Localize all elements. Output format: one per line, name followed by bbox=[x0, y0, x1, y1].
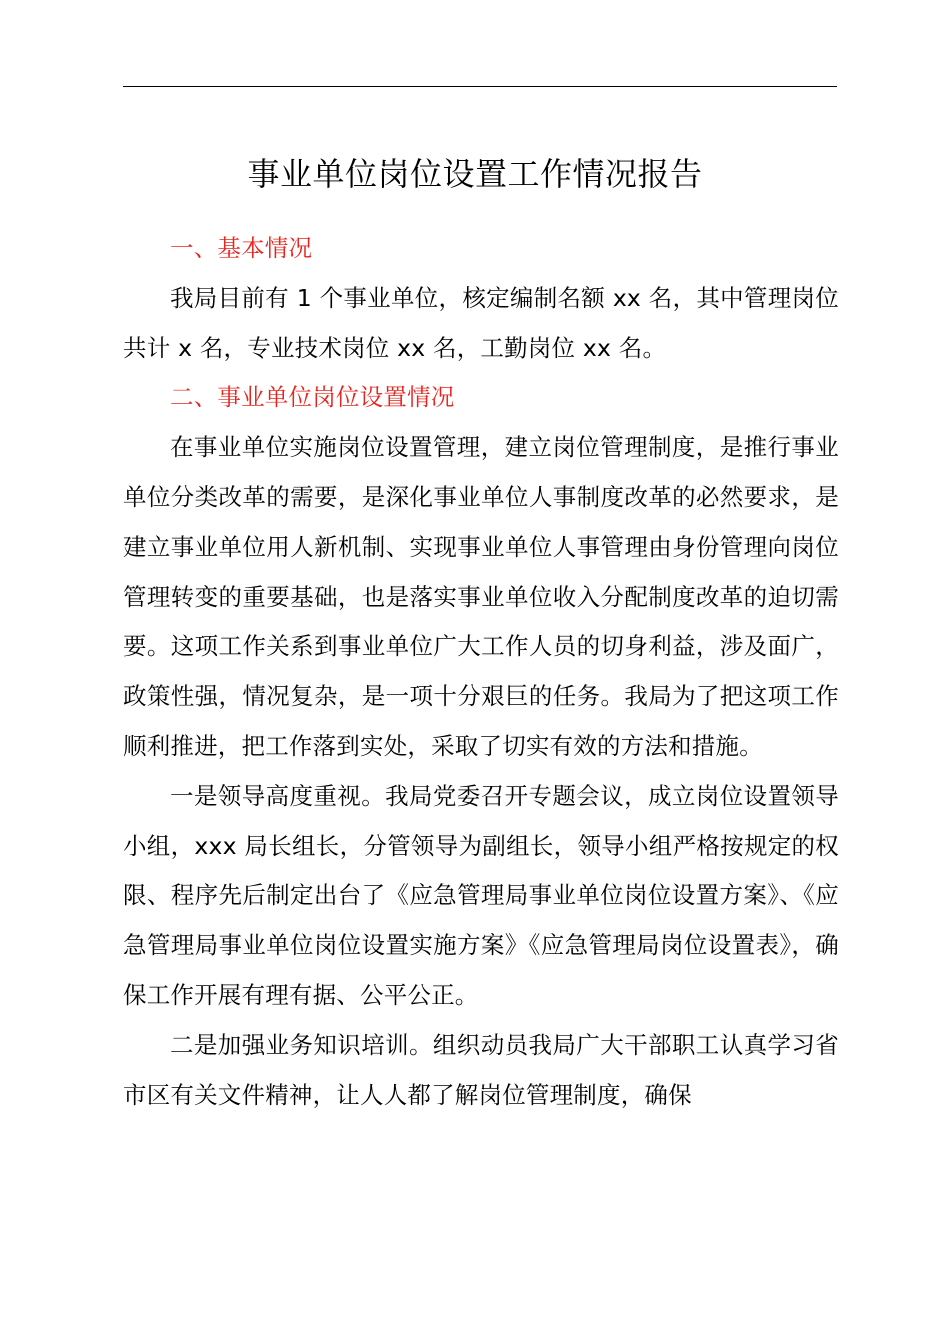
paragraph: 我局目前有 1 个事业单位，核定编制名额 xx 名，其中管理岗位共计 x 名，专业技术岗位 xx 名，工勤岗位 xx 名。 bbox=[123, 283, 839, 362]
section-heading-basic: 一、基本情况 bbox=[170, 234, 313, 262]
paragraph: 一是领导高度重视。我局党委召开专题会议，成立岗位设置领导小组，xxx 局长组长，分管领导为副组长，领导小组严格按规定的权限、程序先后制定出台了《应急管理局事业单位岗位设置方案》、《应急管理局事业单位岗位设置实施方案》《应急管理局岗位设置表》，确保工作开展有理有据、公平公正。 bbox=[123, 781, 839, 1009]
paragraph: 在事业单位实施岗位设置管理，建立岗位管理制度，是推行事业单位分类改革的需要，是深化事业单位人事制度改革的必然要求，是建立事业单位用人新机制、实现事业单位人事管理由身份管理向岗位管理转变的重要基础，也是落实事业单位收入分配制度改革的迫切需要。这项工作关系到事业单位广大工作人员的切身利益，涉及面广，政策性强，情况复杂，是一项十分艰巨的任务。我局为了把这项工作顺利推进，把工作落到实处，采取了切实有效的方法和措施。 bbox=[123, 433, 839, 760]
section-heading-position-setup: 二、事业单位岗位设置情况 bbox=[170, 383, 455, 412]
paragraph: 二是加强业务知识培训。组织动员我局广大干部职工认真学习省市区有关文件精神，让人人都了解岗位管理制度，确保 bbox=[123, 1030, 839, 1109]
header-rule bbox=[123, 86, 837, 87]
document-title: 事业单位岗位设置工作情况报告 bbox=[247, 155, 703, 193]
document-body bbox=[123, 224, 839, 1120]
